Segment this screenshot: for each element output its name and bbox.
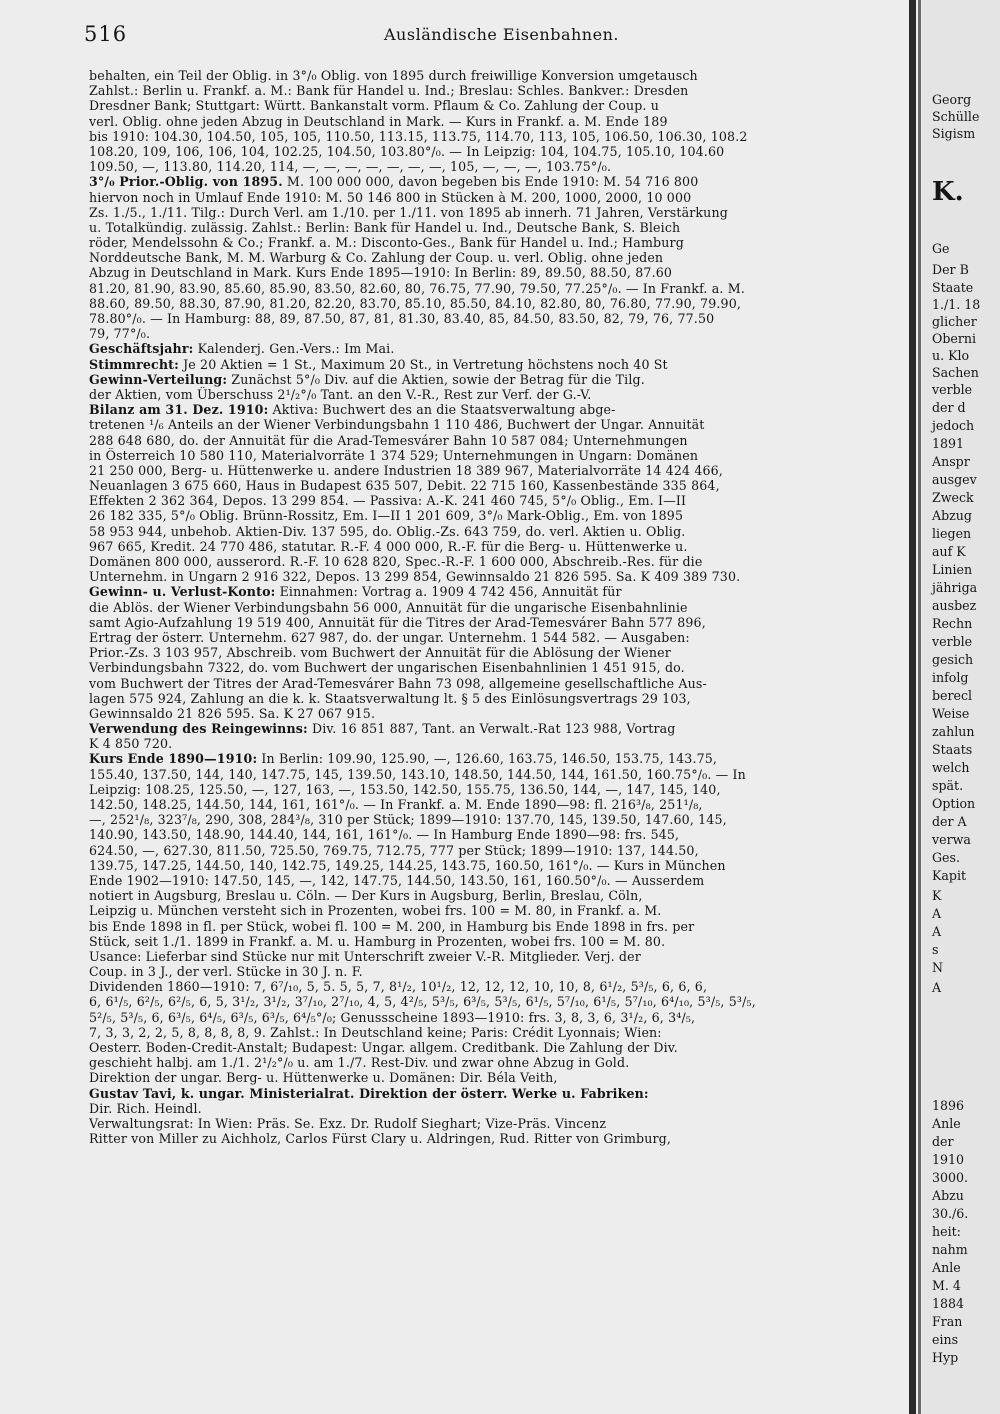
fragment-text: Sachen [932,365,979,380]
fragment-text: der A [932,814,967,829]
running-title: Ausländische Eisenbahnen. [384,25,619,44]
fragment-text: Staats [932,742,973,757]
fragment-text: K [932,888,942,903]
fragment-text: spät. [932,778,964,793]
fragment-text: K. [932,177,964,207]
fragment-text: Weise [932,706,970,721]
text-line: Verbindungsbahn 7322, do. vom Buchwert der ungarischen Eisenbahnlinien 1 451 915, do. [89,660,685,676]
fragment-text: ausgev [932,472,977,487]
text-line [89,341,897,356]
text-line: der Aktien, vom Überschuss 2¹/₂°/₀ Tant. an den V.-R., Rest zur Verf. der G.-V. [89,386,592,402]
fragment-text: liegen [932,526,972,541]
text-line: Gewinnsaldo 21 826 595. Sa. K 27 067 915. [89,705,376,721]
fragment-text: Zweck [932,490,974,505]
text-line: Zs. 1./5., 1./11. Tilg.: Durch Verl. am 1./10. per 1./11. von 1895 ab innerh. 71 Jahren, Verstärkung [89,204,728,220]
text-line: Zahlst.: Berlin u. Frankf. a. M.: Bank für Handel u. Ind.; Breslau: Schles. Bankver.: Dresden [89,83,689,99]
text-line: 7, 3, 3, 2, 2, 5, 8, 8, 8, 8, 9. Zahlst.: In Deutschland keine; Paris: Crédit Lyonnais; Wien: [89,1024,662,1040]
text-line: Abzug in Deutschland in Mark. Kurs Ende 1895—1910: In Berlin: 89, 89.50, 88.50, 87.60 [89,265,673,281]
text-line: 79, 77°/₀. [89,326,151,342]
fragment-text: ausbez [932,598,977,613]
fragment-text: verble [932,382,973,397]
section-label: Gewinn-Verteilung: [89,371,228,387]
text-line: notiert in Augsburg, Breslau u. Cöln. — Der Kurs in Augsburg, Berlin, Breslau, Cöln, [89,888,643,904]
text-line: Effekten 2 362 364, Depos. 13 299 854. — Passiva: A.-K. 241 460 745, 5°/₀ Oblig., Em. I—II [89,493,687,509]
adjacent-page-fragment [922,0,1000,1414]
section-text: Zunächst 5°/₀ Div. auf die Aktien, sowie der Betrag für die Tilg. [227,371,645,387]
fragment-text: Staate [932,280,974,295]
fragment-text: zahlun [932,724,975,739]
fragment-text: Anle [932,1116,961,1131]
fragment-text: 1896 [932,1098,965,1113]
fragment-text: eins [932,1332,959,1347]
text-line: Oesterr. Boden-Credit-Anstalt; Budapest: Ungar. allgem. Creditbank. Die Zahlung der Div. [89,1040,678,1055]
text-line: samt Agio-Aufzahlung 19 519 400, Annuität für die Titres der Arad-Temesvárer Bahn 577 896, [89,614,706,630]
fragment-text: Georg [932,92,972,107]
section-text: Aktiva: Buchwert des an die Staatsverwaltung abge- [268,402,616,418]
text-line: bis Ende 1898 in fl. per Stück, wobei fl. 100 = M. 200, in Hamburg bis Ende 1898 in frs. per [89,918,695,934]
text-line: 624.50, —, 627.30, 811.50, 725.50, 769.75, 712.75, 777 per Stück; 1899—1910: 137, 144.50, [89,842,699,858]
text-line: Ritter von Miller zu Aichholz, Carlos Fürst Clary u. Aldringen, Rud. Ritter von Grimburg, [89,1131,672,1147]
section-label: Geschäftsjahr: [89,341,194,357]
fragment-text: 30./6. [932,1206,969,1221]
fragment-text: der [932,1134,954,1149]
text-line: Leipzig: 108.25, 125.50, —, 127, 163, —, 153.50, 142.50, 155.75, 136.50, 144, —, 147, 145, 140, [89,781,721,797]
fragment-text: A [932,924,942,939]
text-line: Ertrag der österr. Unternehm. 627 987, do. der ungar. Unternehm. 1 544 582. — Ausgaben: [89,629,690,645]
fragment-text: 3000. [932,1170,969,1185]
text-line: Ende 1902—1910: 147.50, 145, —, 142, 147.75, 144.50, 143.50, 161, 160.50°/₀. — Ausserdem [89,872,705,888]
section-text: M. 100 000 000, davon begeben bis Ende 1910: M. 54 716 800 [282,174,699,190]
text-line: die Ablös. der Wiener Verbindungsbahn 56 000, Annuität für die ungarische Eisenbahnlinie [89,599,688,615]
text-line: behalten, ein Teil der Oblig. in 3°/₀ Oblig. von 1895 durch freiwillige Konversion umgetausch [89,68,698,83]
text-line: 5²/₅, 5³/₅, 6, 6³/₅, 6⁴/₅, 6³/₅, 6³/₅, 6⁴/₅°/₀; Genussscheine 1893—1910: frs. 3, 8, 3, 6, 3¹/₂, 6, 3⁴/₅, [89,1009,696,1025]
column-divider-secondary [918,0,921,1414]
fragment-text: 1891 [932,436,965,451]
column-divider [909,0,916,1414]
text-line: 88.60, 89.50, 88.30, 87.90, 81.20, 82.20, 83.70, 85.10, 85.50, 84.10, 82.80, 80, 76.80, 77.90, 79.90, [89,295,742,311]
fragment-text: Linien [932,562,973,577]
text-line [89,584,897,599]
text-line: tretenen ¹/₆ Anteils an der Wiener Verbindungsbahn 1 110 486, Buchwert der Ungar. Annuität [89,417,705,433]
text-line: 108.20, 109, 106, 106, 104, 102.25, 104.50, 103.80°/₀. — In Leipzig: 104, 104.75, 105.10, 104.60 [89,143,725,159]
section-label: Verwendung des Reingewinns: [89,721,308,737]
text-line: Dividenden 1860—1910: 7, 6⁷/₁₀, 5, 5. 5, 5, 7, 8¹/₂, 10¹/₂, 12, 12, 12, 10, 10, 8, 6¹/₂, 5³/₅, 6, 6, 6, [89,979,708,995]
text-line: 81.20, 81.90, 83.90, 85.60, 85.90, 83.50, 82.60, 80, 76.75, 77.90, 79.50, 77.25°/₀. — In Frankf. a. M. [89,280,745,296]
text-line: 155.40, 137.50, 144, 140, 147.75, 145, 139.50, 143.10, 148.50, 144.50, 144, 161.50, 160.75°/₀. — In [89,766,746,782]
main-text-column [89,68,897,1408]
fragment-text: verble [932,634,973,649]
fragment-text: jähriga [932,580,978,595]
section-text: Einnahmen: Vortrag a. 1909 4 742 456, Annuität für [275,584,622,600]
fragment-text: Schülle [932,109,980,124]
section-text: Je 20 Aktien = 1 St., Maximum 20 St., in Vertretung höchstens noch 40 St [178,356,668,372]
fragment-text: nahm [932,1242,968,1257]
fragment-text: M. 4 [932,1278,961,1293]
text-line: 967 665, Kredit. 24 770 486, statutar. R.-F. 4 000 000, R.-F. für die Berg- u. Hüttenwerke u. [89,538,688,554]
section-text: Div. 16 851 887, Tant. an Verwalt.-Rat 123 988, Vortrag [307,721,676,737]
text-line: Domänen 800 000, ausserord. R.-F. 10 628 820, Spec.-R.-F. 1 600 000, Abschreib.-Res. für die [89,554,703,569]
fragment-text: jedoch [932,418,975,433]
fragment-text: N [932,960,944,975]
text-line: vom Buchwert der Titres der Arad-Temesvárer Bahn 73 098, allgemeine gesellschaftliche Aus- [89,675,707,691]
fragment-text: u. Klo [932,348,970,363]
fragment-text: Fran [932,1314,963,1329]
text-line: 140.90, 143.50, 148.90, 144.40, 144, 161, 161°/₀. — In Hamburg Ende 1890—98: frs. 545, [89,827,680,843]
section-text: Kalenderj. Gen.-Vers.: Im Mai. [193,341,395,357]
text-line: Coup. in 3 J., der verl. Stücke in 30 J. n. F. [89,964,363,980]
text-line: 109.50, —, 113.80, 114.20, 114, —, —, —, —, —, —, —, 105, —, —, —, 103.75°/₀. [89,159,612,175]
text-line: bis 1910: 104.30, 104.50, 105, 105, 110.50, 113.15, 113.75, 114.70, 113, 105, 106.50, 106.30, 108.2 [89,128,748,144]
fragment-text: Option [932,796,976,811]
text-line [89,1086,897,1101]
text-line: geschieht halbj. am 1./1. 2¹/₂°/₀ u. am 1./7. Rest-Div. und zwar ohne Abzug in Gold. [89,1055,630,1071]
section-label: Kurs Ende 1890—1910: [89,751,258,767]
fragment-text: verwa [932,832,971,847]
section-text: In Berlin: 109.90, 125.90, —, 126.60, 163.75, 146.50, 153.75, 143.75, [257,751,718,767]
text-line [89,174,897,189]
text-line: Neuanlagen 3 675 660, Haus in Budapest 635 507, Debit. 22 715 160, Kassenbestände 335 864, [89,478,720,494]
fragment-text: auf K [932,544,966,559]
text-line [89,372,897,387]
text-line: 288 648 680, do. der Annuität für die Arad-Temesvárer Bahn 10 587 084; Unternehmungen [89,432,688,448]
fragment-text: berecl [932,688,973,703]
section-label: 3°/₀ Prior.-Oblig. von 1895. [89,174,283,190]
text-line: Leipzig u. München versteht sich in Prozenten, wobei frs. 100 = M. 80, in Frankf. a. M. [89,903,662,919]
text-line: 78.80°/₀. — In Hamburg: 88, 89, 87.50, 87, 81, 81.30, 83.40, 85, 84.50, 83.50, 82, 79, 76, 77.50 [89,311,715,326]
text-line: Norddeutsche Bank, M. M. Warburg & Co. Zahlung der Coup. u. verl. Oblig. ohne jeden [89,250,664,266]
page-header [84,22,904,50]
text-line [89,402,897,417]
text-line: 142.50, 148.25, 144.50, 144, 161, 161°/₀. — In Frankf. a. M. Ende 1890—98: fl. 216³/₈, 251¹/₈, [89,797,703,812]
text-line: hiervon noch in Umlauf Ende 1910: M. 50 146 800 in Stücken à M. 200, 1000, 2000, 10 000 [89,189,692,205]
text-line: 21 250 000, Berg- u. Hüttenwerke u. andere Industrien 18 389 967, Materialvorräte 14 424 466, [89,462,723,478]
fragment-text: Rechn [932,616,973,631]
fragment-text: heit: [932,1224,961,1239]
fragment-text: gesich [932,652,974,667]
section-label: Stimmrecht: [89,356,179,372]
fragment-text: Kapit [932,868,967,883]
text-line: 139.75, 147.25, 144.50, 140, 142.75, 149.25, 144.25, 143.75, 160.50, 161°/₀. — Kurs in München [89,857,726,873]
text-line: Verwaltungsrat: In Wien: Präs. Se. Exz. Dr. Rudolf Sieghart; Vize-Präs. Vincenz [89,1115,607,1131]
fragment-text: s [932,942,939,957]
section-label: Gustav Tavi, k. ungar. Ministerialrat. Direktion der österr. Werke u. Fabriken: [89,1085,649,1101]
text-line: 6, 6¹/₅, 6²/₅, 6²/₅, 6, 5, 3¹/₂, 3¹/₂, 3⁷/₁₀, 2⁷/₁₀, 4, 5, 4²/₅, 5³/₅, 6³/₅, 5³/₅, 6¹/₅, 5⁷/₁₀, 6¹/₅, 5⁷/₁₀, 6⁴/₁₀, 5³/₅, 5³/₅, [89,994,756,1010]
text-line [89,357,897,372]
text-line: Unternehm. in Ungarn 2 916 322, Depos. 13 299 854, Gewinnsaldo 21 826 595. Sa. K 409 389 730. [89,569,741,585]
fragment-text: Hyp [932,1350,959,1365]
fragment-text: glicher [932,314,977,329]
page-number: 516 [84,22,128,46]
fragment-text: Der B [932,262,969,277]
fragment-text: infolg [932,670,969,685]
text-line: Stück, seit 1./1. 1899 in Frankf. a. M. u. Hamburg in Prozenten, wobei frs. 100 = M. 80. [89,933,666,949]
text-line: u. Totalkündig. zulässig. Zahlst.: Berlin: Bank für Handel u. Ind., Deutsche Bank, S. Bleich [89,219,681,235]
text-line [89,751,897,766]
text-line: Prior.-Zs. 3 103 957, Abschreib. vom Buchwert der Annuität für die Ablösung der Wiener [89,645,671,661]
text-line: röder, Mendelssohn & Co.; Frankf. a. M.: Disconto-Ges., Bank für Handel u. Ind.; Hamburg [89,235,684,251]
text-line: in Österreich 10 580 110, Materialvorräte 1 374 529; Unternehmungen in Ungarn: Domänen [89,447,699,463]
fragment-text: Abzu [932,1188,964,1203]
fragment-text: Abzug [932,508,972,523]
fragment-text: der d [932,400,966,415]
fragment-text: 1884 [932,1296,965,1311]
section-label: Gewinn- u. Verlust-Konto: [89,584,276,600]
fragment-text: Sigism [932,126,976,141]
section-label: Bilanz am 31. Dez. 1910: [89,402,269,418]
fragment-text: Anle [932,1260,961,1275]
text-line: lagen 575 924, Zahlung an die k. k. Staatsverwaltung lt. § 5 des Einlösungsvertrags 29 103, [89,690,691,706]
text-line: verl. Oblig. ohne jeden Abzug in Deutschland in Mark. — Kurs in Frankf. a. M. Ende 189 [89,113,668,129]
fragment-text: welch [932,760,970,775]
text-line: —, 252¹/₈, 323⁷/₈, 290, 308, 284³/₈, 310 per Stück; 1899—1910: 137.70, 145, 139.50, 147.60, 145, [89,812,727,828]
text-line: 58 953 944, unbehob. Aktien-Div. 137 595, do. Oblig.-Zs. 643 759, do. verl. Aktien u. Oblig. [89,523,686,539]
text-line: Dresdner Bank; Stuttgart: Württ. Bankanstalt vorm. Pflaum & Co. Zahlung der Coup. u [89,98,659,114]
text-line: K 4 850 720. [89,736,173,752]
fragment-text: 1./1. 18 [932,297,981,312]
fragment-text: A [932,980,942,995]
text-line: Direktion der ungar. Berg- u. Hüttenwerke u. Domänen: Dir. Béla Veith, [89,1070,558,1086]
fragment-text: Oberni [932,331,976,346]
fragment-text: Ge [932,241,950,256]
fragment-text: Anspr [932,454,970,469]
text-line [89,721,897,736]
text-line: Dir. Rich. Heindl. [89,1100,202,1116]
fragment-text: A [932,906,942,921]
text-line: 26 182 335, 5°/₀ Oblig. Brünn-Rossitz, Em. I—II 1 201 609, 3°/₀ Mark-Oblig., Em. von 1895 [89,508,684,524]
fragment-text: Ges. [932,850,960,865]
text-line: Usance: Lieferbar sind Stücke nur mit Unterschrift zweier V.-R. Mitglieder. Verj. der [89,948,641,964]
fragment-text: 1910 [932,1152,965,1167]
